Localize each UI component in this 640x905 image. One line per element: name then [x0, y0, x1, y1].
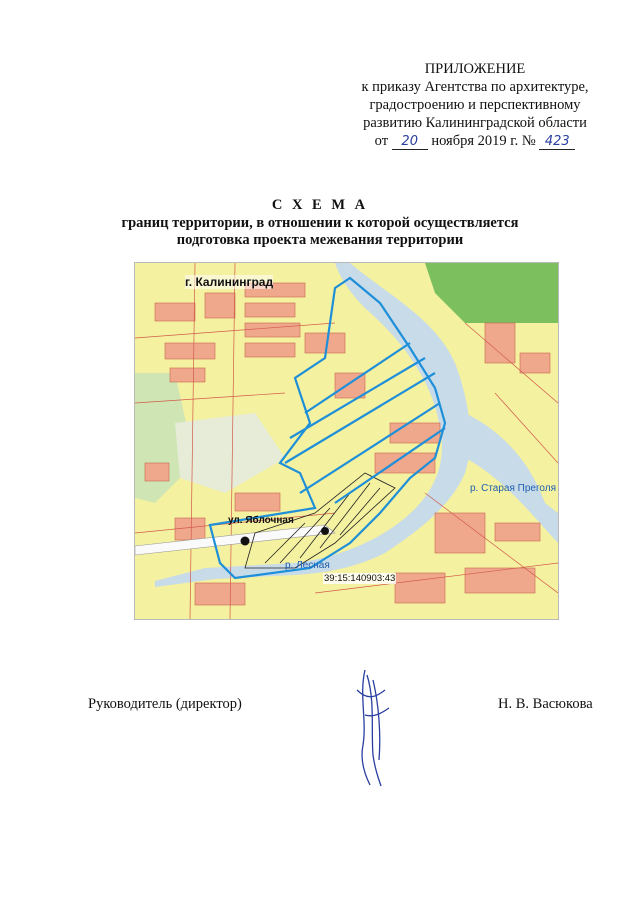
date-day: 20: [392, 134, 428, 150]
handwritten-signature: [345, 660, 405, 790]
map-street-label: ул. Яблочная: [228, 515, 294, 526]
appendix-line-1: к приказу Агентства по архитектуре,: [361, 79, 589, 95]
map-river-label-2: р. Лесная: [285, 560, 330, 571]
scheme-subtitle-2: подготовка проекта межевания территории: [176, 232, 464, 248]
scheme-title-block: [60, 197, 580, 249]
signatory-name: Н. В. Васюкова: [498, 696, 593, 712]
order-number: 423: [539, 134, 575, 150]
appendix-title: ПРИЛОЖЕНИЕ: [424, 61, 526, 77]
appendix-date-line: [330, 132, 620, 150]
scheme-heading: С Х Е М А: [271, 197, 369, 213]
appendix-line-2: градостроению и перспективному: [369, 97, 581, 113]
scheme-subtitle-1: границ территории, в отношении к которой осуществляется: [121, 215, 519, 231]
map-city-label: г. Калининград: [185, 275, 274, 289]
map-drawing: [135, 263, 558, 619]
territory-map: [134, 262, 559, 620]
date-prefix: от: [374, 133, 389, 149]
marker-point-1: [241, 537, 250, 546]
map-parcel-label: 39:15:140903:43: [324, 573, 396, 584]
appendix-block: [330, 60, 620, 150]
appendix-line-3: развитию Калининградской области: [363, 115, 587, 131]
map-river-label-1: р. Старая Преголя: [470, 483, 557, 494]
marker-point-2: [321, 527, 329, 535]
date-rest: ноября 2019 г. №: [431, 133, 536, 149]
signatory-position: Руководитель (директор): [88, 696, 242, 712]
